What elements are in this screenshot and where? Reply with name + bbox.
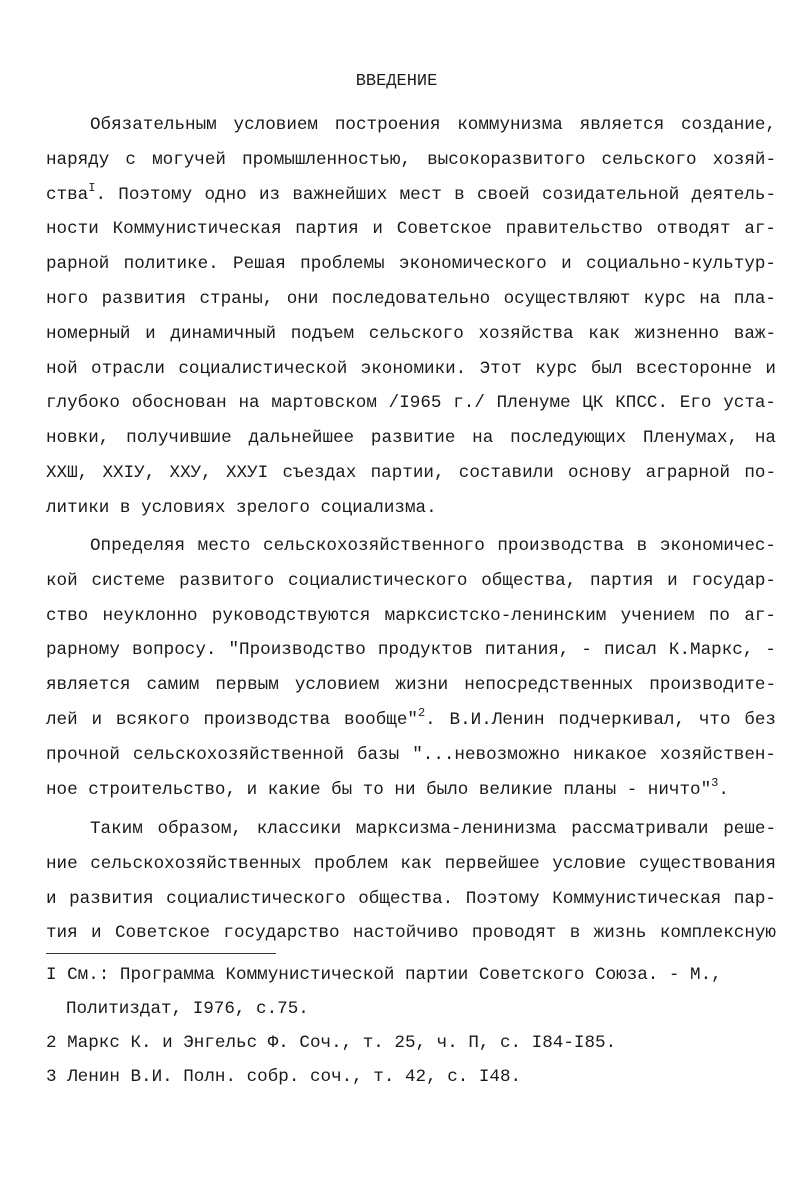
footnote-ref-2: 2 — [417, 705, 426, 720]
text-fragment: лей и всякого производства вообще" — [46, 709, 418, 730]
footnote-1-continuation: Политиздат, I976, с.75. — [66, 999, 309, 1019]
text-line: рарному вопросу. "Производство продуктов питания, - писал К.Маркс, - — [46, 640, 776, 661]
page-title: ВВЕДЕНИЕ — [355, 72, 438, 91]
text-line: ство неуклонно руководствуются марксистско-ленинским учением по аг- — [46, 605, 776, 626]
footnote-ref-1: I — [88, 180, 96, 195]
text-line: является самим первым условием жизни непосредственных производите- — [46, 675, 776, 696]
text-line — [46, 773, 776, 808]
text-line: ной отрасли социалистической экономики. Этот курс был всесторонне и — [46, 358, 776, 379]
footnote-2: 2 Маркс К. и Энгельс Ф. Соч., т. 25, ч. П, с. I84-I85. — [46, 1033, 617, 1053]
footnote-ref-3: 3 — [711, 775, 719, 790]
footnote-1: I См.: Программа Коммунистической партии Советского Союза. - М., — [46, 965, 722, 985]
text-line: ного развития страны, они последовательно осуществляют курс на пла- — [46, 288, 776, 309]
text-line: Определяя место сельскохозяйственного производства в экономичес- — [90, 536, 776, 556]
text-fragment: ства — [46, 184, 89, 205]
paragraph-2 — [46, 529, 776, 807]
text-line: кой системе развитого социалистического общества, партия и государ- — [46, 570, 776, 591]
text-line: глубоко обоснован на мартовском /I965 г./ Пленуме ЦК КПСС. Его уста- — [46, 393, 776, 414]
text-line: литики в условиях зрелого социализма. — [46, 497, 437, 518]
text-line: рарной политике. Решая проблемы экономического и социально-культур- — [46, 254, 776, 275]
text-fragment: . В.И.Ленин подчеркивал, что без — [425, 709, 776, 730]
footnote-3: 3 Ленин В.И. Полн. собр. соч., т. 42, с. I48. — [46, 1067, 522, 1087]
text-line: Обязательным условием построения коммунизма является создание, — [90, 115, 776, 135]
text-line: XXШ, XXIУ, XXУ, XXУI съездах партии, составили основу аграрной по- — [46, 462, 776, 483]
text-fragment: ное строительство, и какие бы то ни было великие планы - ничто" — [46, 779, 712, 800]
paragraph-1 — [46, 108, 776, 526]
text-line: прочной сельскохозяйственной базы "...невозможно никакое хозяйствен- — [46, 744, 776, 765]
text-fragment: . — [718, 779, 729, 800]
text-line: ности Коммунистическая партия и Советское правительство отводят аг- — [46, 219, 776, 240]
text-line — [46, 178, 776, 213]
text-line — [46, 703, 776, 738]
text-line: наряду с могучей промышленностью, высокоразвитого сельского хозяй- — [46, 149, 776, 170]
text-line: номерный и динамичный подъем сельского хозяйства как жизненно важ- — [46, 323, 776, 344]
paragraph-3 — [46, 812, 776, 951]
text-line: и развития социалистического общества. Поэтому Коммунистическая пар- — [46, 888, 776, 909]
text-line: Таким образом, классики марксизма-ленинизма рассматривали реше- — [90, 819, 776, 839]
footnotes — [46, 958, 776, 1094]
footnote-divider — [46, 953, 276, 954]
text-line: тия и Советское государство настойчиво проводят в жизнь комплексную — [46, 923, 776, 944]
text-fragment: . Поэтому одно из важнейших мест в своей созидательной деятель- — [95, 184, 776, 205]
text-line: ние сельскохозяйственных проблем как первейшее условие существования — [46, 853, 776, 874]
text-line: новки, получившие дальнейшее развитие на последующих Пленумах, на — [46, 428, 776, 449]
